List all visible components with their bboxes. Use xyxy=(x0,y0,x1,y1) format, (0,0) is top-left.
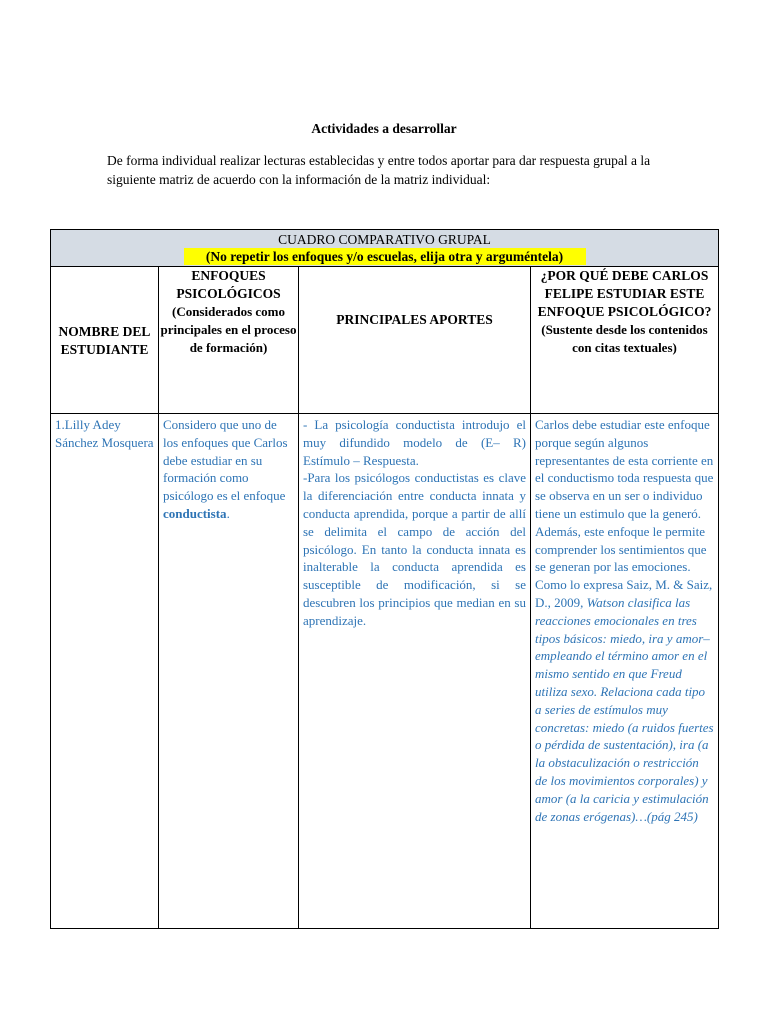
intro-paragraph: De forma individual realizar lecturas establecidas y entre todos aportar para dar respuesta grupal a la siguiente matriz de acuerdo con la información de la matriz individual: xyxy=(107,153,651,187)
page-title: Actividades a desarrollar xyxy=(311,121,457,136)
column-header-aportes-label: PRINCIPALES APORTES xyxy=(336,312,493,327)
table-header-row xyxy=(51,230,719,267)
column-header-porque xyxy=(531,267,719,414)
column-header-aportes xyxy=(299,267,531,414)
porque-cell xyxy=(531,414,719,929)
table-title-cell xyxy=(51,230,719,267)
aporte-item-2: -Para los psicólogos conductistas es clave la diferenciación entre conducta innata y conducta aprendida, porque a partir de allí se delimita el campo de acción del psicólogo. En tanto la conducta innata es inalterable la conducta aprendida es susceptible de modificación, si se descubren los principios que median en su aprendizaje. xyxy=(303,470,526,628)
column-header-enfoques xyxy=(159,267,299,414)
aporte-item-1: - La psicología conductista introdujo el muy difundido modelo de (E– R) Estímulo – Respuesta. xyxy=(303,417,526,468)
column-headers-row xyxy=(51,267,719,414)
enfoque-end: . xyxy=(226,505,230,521)
column-header-porque-sub: (Sustente desde los contenidos con citas textuales) xyxy=(541,322,708,355)
column-header-name xyxy=(51,267,159,414)
column-header-porque-label: ¿POR QUÉ DEBE CARLOS FELIPE ESTUDIAR ESTE ENFOQUE PSICOLÓGICO? xyxy=(537,268,712,319)
enfoque-cell xyxy=(159,414,299,929)
enfoque-name: conductista xyxy=(163,505,227,521)
student-name-cell xyxy=(51,414,159,929)
aportes-cell xyxy=(299,414,531,929)
column-header-name-label: NOMBRE DEL ESTUDIANTE xyxy=(58,324,151,357)
porque-text: Carlos debe estudiar este enfoque porque según algunos representantes de esta corriente en el conductismo toda respuesta que se observa en un ser o individuo tiene un estimulo que la generó. Además, este enfoque le permite comprender los sentimientos que se generan por las emociones. Como lo expresa Saiz, M. & Saiz, D., 2009, xyxy=(535,417,714,610)
enfoque-text: Considero que uno de los enfoques que Carlos debe estudiar en su formación como psicólogo es el enfoque xyxy=(163,417,288,504)
column-header-enfoques-label: ENFOQUES PSICOLÓGICOS xyxy=(176,268,281,301)
column-header-enfoques-sub: (Considerados como principales en el proceso de formación) xyxy=(160,304,297,355)
table-row xyxy=(51,414,719,929)
table-title: CUADRO COMPARATIVO GRUPAL xyxy=(278,232,491,247)
porque-quote: Watson clasifica las reacciones emocionales en tres tipos básicos: miedo, ira y amor–empleando el término amor en el mismo sentido en que Freud utiliza sexo. Relaciona cada tipo a series de estímulos muy concretas: miedo (a ruidos fuertes o pérdida de sustentación), ira (a la obstaculización o restricción de los movimientos corporales) y amor (a la caricia y estimulación de zonas erógenas)…(pág 245) xyxy=(535,594,714,824)
table-instruction-note: (No repetir los enfoques y/o escuelas, elija otra y arguméntela) xyxy=(184,248,586,265)
comparative-table xyxy=(50,229,719,929)
student-name: 1.Lilly Adey Sánchez Mosquera xyxy=(55,417,154,450)
